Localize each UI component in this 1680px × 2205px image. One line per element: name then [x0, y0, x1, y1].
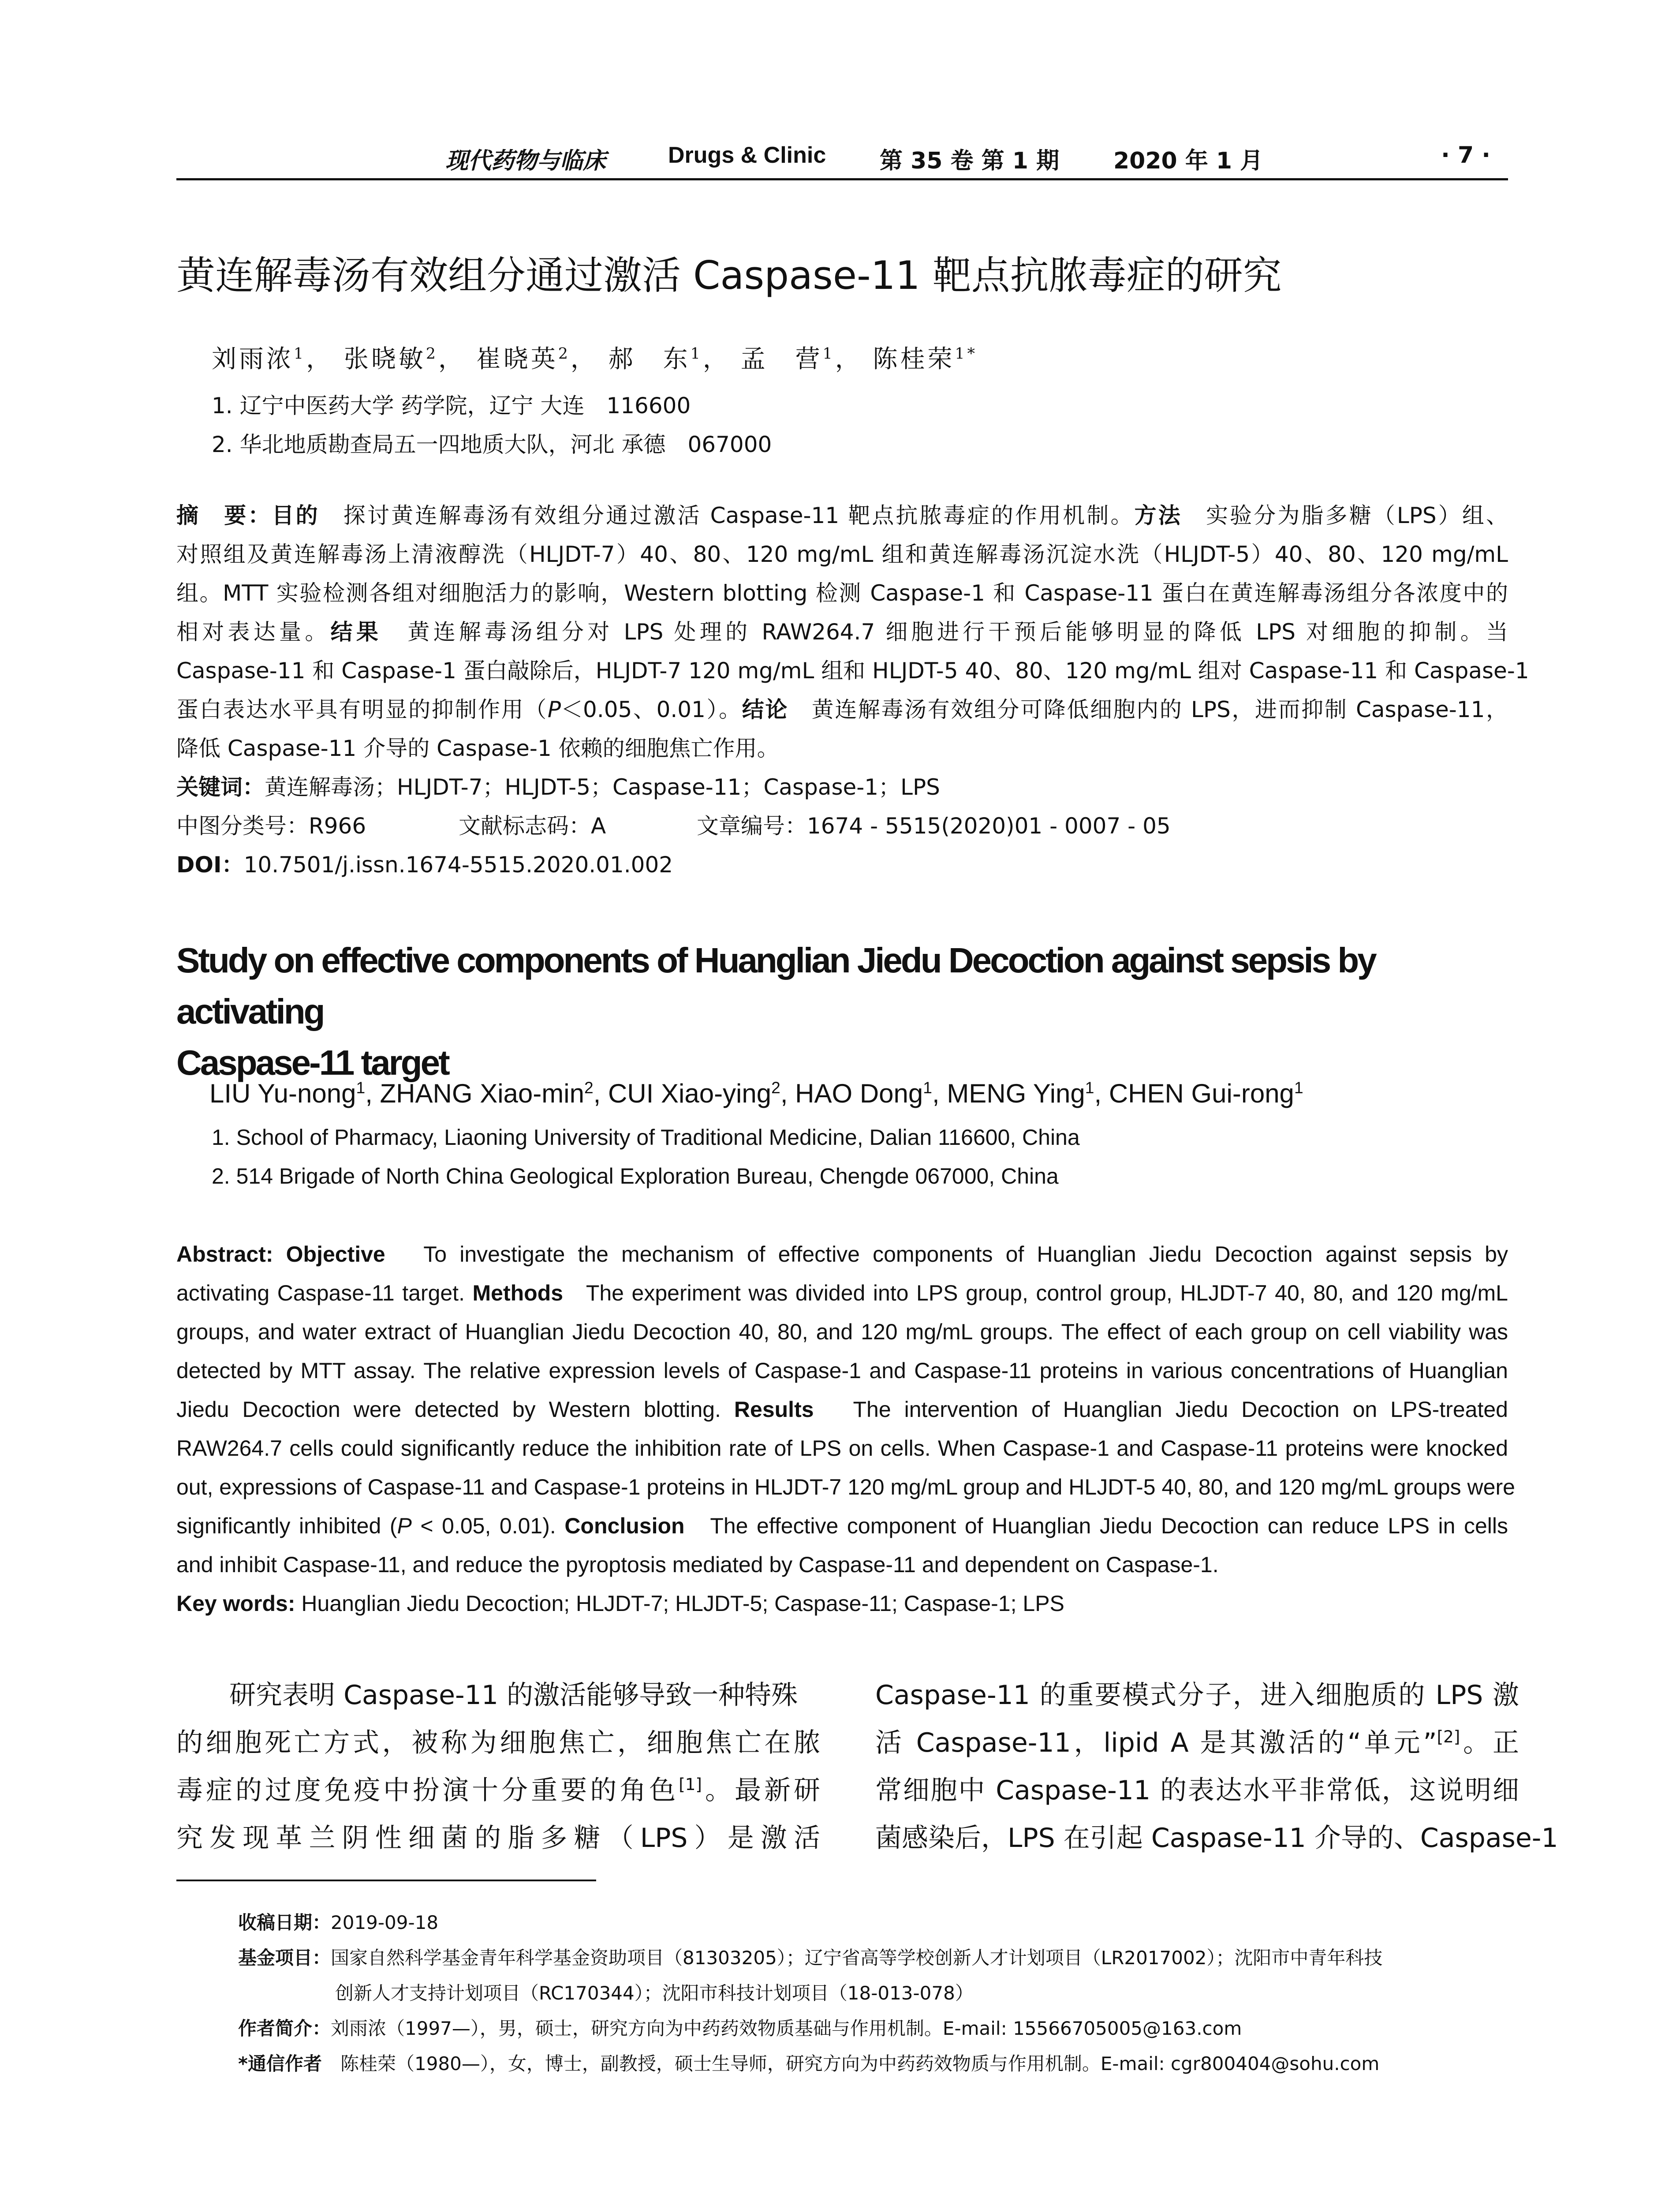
- authors-cn: 刘雨浓$^1$， 张晓敏$^2$， 崔晓英$^2$， 郝 东$^1$， 孟 营$^1$， 陈桂荣$^{1*}$: [212, 345, 978, 374]
- page-number: · 7 ·: [1441, 142, 1490, 168]
- footnote-rule: [176, 1880, 596, 1881]
- author-cn: 郝 东$^1$: [608, 345, 703, 374]
- author-cn: 崔晓英$^2$: [476, 345, 571, 374]
- affiliation-en: 2. 514 Brigade of North China Geological Exploration Bureau, Chengde 067000, China: [212, 1164, 1059, 1188]
- author-en: HAO Dong$^1$: [795, 1078, 932, 1108]
- title-en: Study on effective components of Huanglian Jiedu Decoction against sepsis by activating Caspase-11 target: [176, 941, 1375, 1082]
- affiliation-cn: 2. 华北地质勘查局五一四地质大队，河北 承德 067000: [212, 432, 772, 457]
- journal-name-en: Drugs & Clinic: [668, 142, 826, 168]
- journal-name-cn: 现代药物与临床: [445, 147, 606, 174]
- abstract-cn-line: 相对表达量。结果 黄连解毒汤组分对 LPS 处理的 RAW264.7 细胞进行干预后能够明显的降低 LPS 对细胞的抑制。当: [176, 619, 1508, 645]
- footnote-received: 收稿日期：2019-09-18: [238, 1912, 439, 1933]
- abstract-cn-line: 组。MTT 实验检测各组对细胞活力的影响，Western blotting 检测 Caspase-1 和 Caspase-11 蛋白在黄连解毒汤组分各浓度中的: [176, 580, 1508, 606]
- author-cn: 陈桂荣$^{1*}$: [873, 345, 978, 374]
- body-line: 的细胞死亡方式，被称为细胞焦亡，细胞焦亡在脓: [176, 1727, 820, 1758]
- abstract-en-line: activating Caspase-11 target. Methods The experiment was divided into LPS group, control group, HLJDT-7 40, 80, and 120 mg/mL: [176, 1281, 1508, 1305]
- abstract-cn-line: 降低 Caspase-11 介导的 Caspase-1 依赖的细胞焦亡作用。: [176, 736, 779, 761]
- affiliation-en: 1. School of Pharmacy, Liaoning University of Traditional Medicine, Dalian 116600, China: [212, 1125, 1080, 1150]
- abstract-en-line: groups, and water extract of Huanglian Jiedu Decoction 40, 80, and 120 mg/mL groups. The effect of each group on cell viability was: [176, 1319, 1508, 1344]
- title-cn: 黄连解毒汤有效组分通过激活 Caspase-11 靶点抗脓毒症的研究: [176, 253, 1282, 298]
- abstract-cn-line: Caspase-11 和 Caspase-1 蛋白敲除后，HLJDT-7 120 mg/mL 组和 HLJDT-5 40、80、120 mg/mL 组对 Caspase-11 和 Caspase-1: [176, 658, 1529, 684]
- header-rule: [176, 178, 1508, 180]
- author-cn: 张晓敏$^2$: [343, 345, 438, 374]
- author-cn: 孟 营$^1$: [740, 345, 835, 374]
- body-line: 活 Caspase-11，lipid A 是其激活的“单元”[2]。正: [875, 1727, 1519, 1758]
- document-code: 文献标志码：A: [459, 813, 606, 839]
- body-line: 菌感染后，LPS 在引起 Caspase-11 介导的、Caspase-1: [875, 1823, 1558, 1854]
- clc-number: 中图分类号：R966: [176, 813, 366, 839]
- abstract-en-line: out, expressions of Caspase-11 and Caspase-1 proteins in HLJDT-7 120 mg/mL group and HLJDT-5 40, 80, and 120 mg/mL groups were: [176, 1475, 1515, 1499]
- body-line: Caspase-11 的重要模式分子，进入细胞质的 LPS 激: [875, 1680, 1519, 1711]
- author-en: ZHANG Xiao-$\min^2$: [380, 1078, 594, 1108]
- abstract-en-line: RAW264.7 cells could significantly reduce the inhibition rate of LPS on cells. When Caspase-1 and Caspase-11 proteins were knocked: [176, 1436, 1508, 1461]
- body-line: 究发现革兰阴性细菌的脂多糖（LPS）是激活: [176, 1823, 820, 1854]
- abstract-cn-line: 对照组及黄连解毒汤上清液醇洗（HLJDT-7）40、80、120 mg/mL 组和黄连解毒汤沉淀水洗（HLJDT-5）40、80、120 mg/mL: [176, 542, 1508, 567]
- author-cn: 刘雨浓$^1$: [212, 345, 306, 374]
- article-number: 文章编号：1674 - 5515(2020)01 - 0007 - 05: [697, 813, 1171, 839]
- journal-date: 2020 年 1 月: [1113, 148, 1263, 174]
- abstract-en-line: Abstract: Objective To investigate the mechanism of effective components of Huanglian Jiedu Decoction against sepsis by: [176, 1242, 1508, 1267]
- abstract-en-line: and inhibit Caspase-11, and reduce the pyroptosis mediated by Caspase-11 and dependent on Caspase-1.: [176, 1552, 1219, 1577]
- footnote-fund-cont: 创新人才支持计划项目（RC170344）；沈阳市科技计划项目（18-013-078）: [335, 1982, 974, 2004]
- body-line: 常细胞中 Caspase-11 的表达水平非常低，这说明细: [875, 1775, 1519, 1806]
- body-line: 毒症的过度免疫中扮演十分重要的角色[1]。最新研: [176, 1775, 821, 1806]
- journal-volume: 第 35 卷 第 1 期: [880, 148, 1060, 174]
- doi: DOI：10.7501/j.issn.1674-5515.2020.01.002: [176, 852, 673, 878]
- abstract-en-line: significantly inhibited (P < 0.05, 0.01). Conclusion The effective component of Huanglian Jiedu Decoction can reduce LPS in cells: [176, 1514, 1508, 1538]
- author-en: LIU Yu-nong$^1$: [209, 1078, 366, 1108]
- abstract-cn-line: 摘 要：目的 探讨黄连解毒汤有效组分通过激活 Caspase-11 靶点抗脓毒症的作用机制。方法 实验分为脂多糖（LPS）组、: [176, 503, 1508, 528]
- abstract-en-line: detected by MTT assay. The relative expression levels of Caspase-1 and Caspase-11 proteins in various concentrations of Huanglian: [176, 1358, 1508, 1383]
- author-en: CUI Xiao-ying$^2$: [608, 1078, 780, 1108]
- body-line: 研究表明 Caspase-11 的激活能够导致一种特殊: [229, 1680, 798, 1711]
- keywords-en: Key words: Huanglian Jiedu Decoction; HLJDT-7; HLJDT-5; Caspase-11; Caspase-1; LPS: [176, 1591, 1064, 1616]
- keywords-cn: 关键词：黄连解毒汤；HLJDT-7；HLJDT-5；Caspase-11；Caspase-1；LPS: [176, 774, 940, 800]
- footnote-corresponding: *通信作者 陈桂荣（1980—），女，博士，副教授，硕士生导师，研究方向为中药药效物质与作用机制。E-mail: cgr800404@sohu.com: [238, 2053, 1380, 2074]
- authors-en: LIU Yu-nong$^1$, ZHANG Xiao-$\min^2$, CUI Xiao-ying$^2$, HAO Dong$^1$, MENG Ying$^1$, CHEN Gui-rong$^1$: [209, 1078, 1303, 1108]
- affiliation-cn: 1. 辽宁中医药大学 药学院，辽宁 大连 116600: [212, 393, 691, 419]
- author-en: MENG Ying$^1$: [947, 1078, 1094, 1108]
- abstract-cn-line: 蛋白表达水平具有明显的抑制作用（P＜0.05、0.01）。结论 黄连解毒汤有效组分可降低细胞内的 LPS，进而抑制 Caspase-11，: [176, 697, 1508, 722]
- footnote-author: 作者简介：刘雨浓（1997—），男，硕士，研究方向为中药药效物质基础与作用机制。E-mail: 15566705005@163.com: [238, 2018, 1242, 2039]
- footnote-fund: 基金项目：国家自然科学基金青年科学基金资助项目（81303205）；辽宁省高等学校创新人才计划项目（LR2017002）；沈阳市中青年科技: [238, 1947, 1383, 1969]
- running-header: [176, 142, 1508, 177]
- abstract-en-line: Jiedu Decoction were detected by Western blotting. Results The intervention of Huanglian Jiedu Decoction on LPS-treated: [176, 1397, 1508, 1422]
- author-en: CHEN Gui-rong$^1$: [1109, 1078, 1303, 1108]
